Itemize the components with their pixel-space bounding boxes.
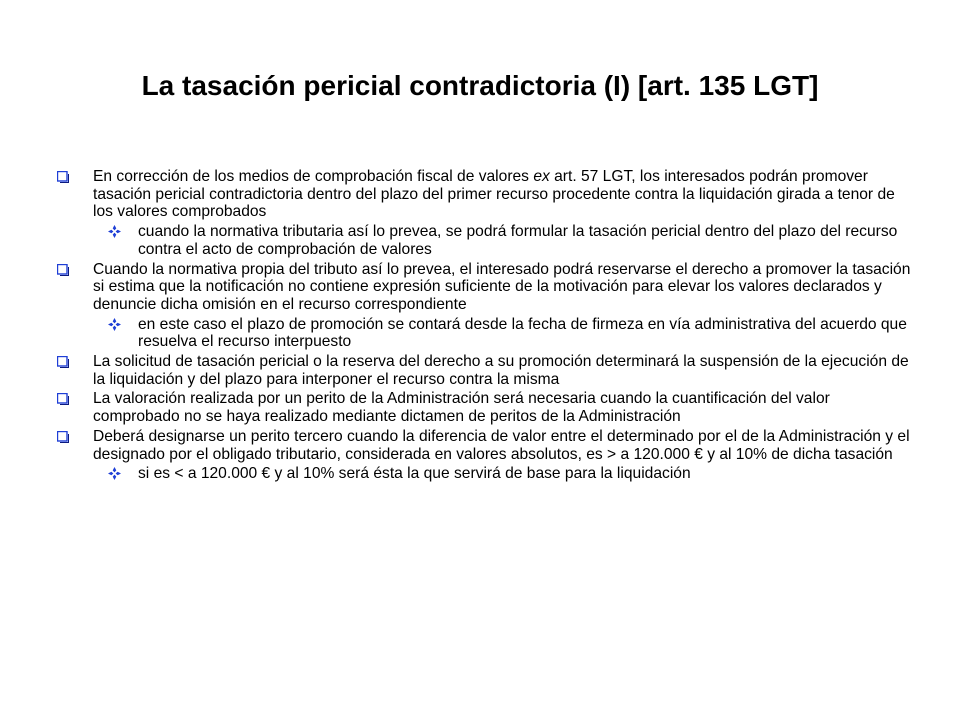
checkbox-square-icon xyxy=(57,431,69,443)
four-diamond-icon xyxy=(108,467,121,480)
checkbox-square-icon xyxy=(57,264,69,276)
bullet-text: Cuando la normativa propia del tributo así lo prevea, el interesado podrá reservarse el derecho a promover la tasación si estima que la notificación no contiene expresión suficiente de la motivación para elevar los valores declarados y denuncie dicha omisión en el recurso correspondiente xyxy=(93,260,911,313)
bullet-text: La valoración realizada por un perito de la Administración será necesaria cuando la cuantificación del valor comprobado no se haya realizado mediante dictamen de peritos de la Administración xyxy=(93,390,830,426)
bullet-item xyxy=(56,390,916,425)
bullet-item xyxy=(56,353,916,388)
sub-bullet-text: si es < a 120.000 € y al 10% será ésta la que servirá de base para la liquidación xyxy=(138,465,691,483)
checkbox-square-icon xyxy=(57,171,69,183)
sub-bullet-item xyxy=(56,223,916,258)
sub-bullet-text: cuando la normativa tributaria así lo prevea, se podrá formular la tasación pericial dentro del plazo del recurso contra el acto de comprobación de valores xyxy=(138,223,898,258)
four-diamond-icon xyxy=(108,225,121,238)
bullet-list xyxy=(56,168,916,485)
slide-title: La tasación pericial contradictoria (I) [art. 135 LGT] xyxy=(141,70,819,101)
sub-bullet-text: en este caso el plazo de promoción se contará desde la fecha de firmeza en vía administrativa del acuerdo que resuelva el recurso interpuesto xyxy=(138,315,907,351)
bullet-item xyxy=(56,261,916,314)
bullet-text-start: En corrección de los medios de comprobación fiscal de valores xyxy=(93,168,534,185)
bullet-text: La solicitud de tasación pericial o la reserva del derecho a su promoción determinará la suspensión de la ejecución de la liquidación y del plazo para interponer el recurso contra la misma xyxy=(93,353,909,388)
bullet-text-end: art. 57 LGT, los interesados podrán promover tasación pericial contradictoria dentro del plazo del primer recurso procedente contra la liquidación girada a tenor de los valores comprobados xyxy=(93,168,895,221)
bullet-text: Deberá designarse un perito tercero cuando la diferencia de valor entre el determinado por el de la Administración y el designado por el obligado tributario, considerada en valores absolutos, es > a 120.000 € y al 10% de dicha tasación xyxy=(93,427,910,463)
bullet-text-emphasis: ex xyxy=(533,168,550,185)
sub-bullet-item xyxy=(56,465,916,483)
bullet-item xyxy=(56,168,916,221)
bullet-item xyxy=(56,428,916,463)
sub-bullet-item xyxy=(56,316,916,351)
checkbox-square-icon xyxy=(57,356,69,368)
checkbox-square-icon xyxy=(57,393,69,405)
four-diamond-icon xyxy=(108,318,121,331)
